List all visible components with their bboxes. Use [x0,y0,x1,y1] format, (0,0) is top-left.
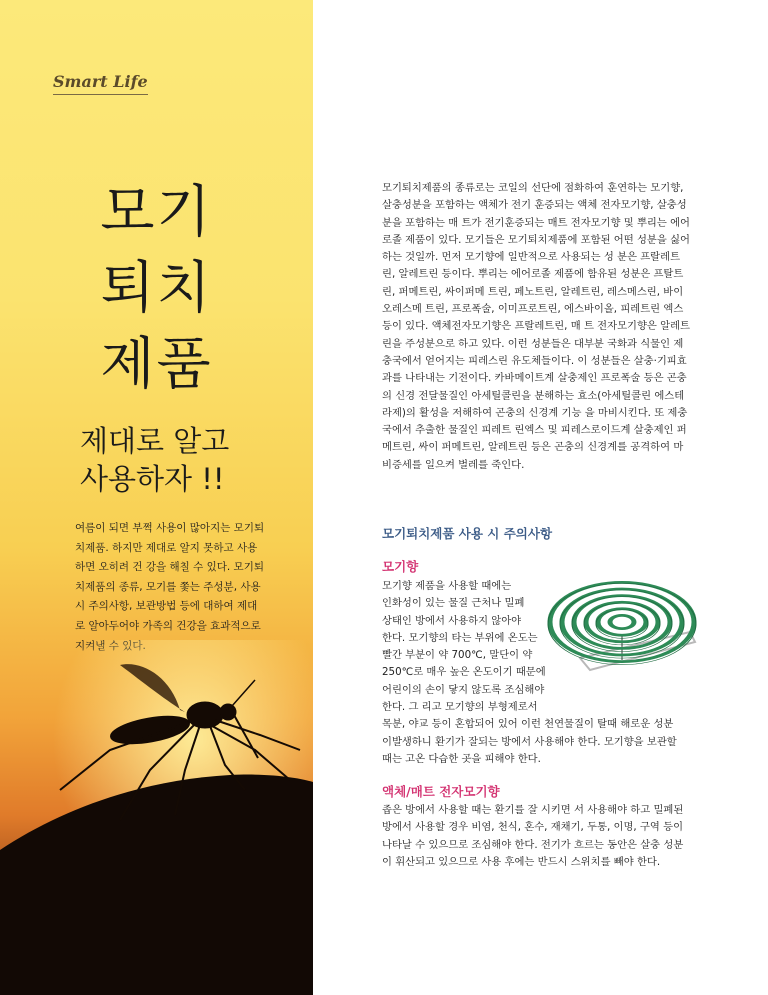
page-subtitle [80,422,229,498]
coil-line-2: 인화성이 있는 물질 근처나 밀폐 [382,597,525,610]
mosquito-silhouette-icon [0,640,313,995]
title-line-1: 모기 [100,180,213,245]
mat-paragraph: 좁은 방에서 사용할 때는 환기를 잘 시키면 서 사용해야 하고 밀폐된 방에서 사용할 경우 비염, 천식, 혼수, 재채기, 두통, 이명, 구역 등이 나타날 수 있으므로 조심해야 한다. 전기가 흐르는 동안은 살충 성분이 휘산되고 있으므로 사용 후에는 반드시 스위치를 빼야 한다. [382,804,684,868]
main-paragraph: 모기퇴치제품의 종류로는 코일의 선단에 점화하여 훈연하는 모기향, 살충성분을 포함하는 액체가 전기 훈증되는 액체 전자모기향, 살충성분을 포함하는 매 트가 전기훈증되는 매트 전자모기향 및 뿌리는 에어 로졸 제품이 있다. 모기들은 모기퇴치제품에 포함된 어떤 성분을 싫어 하는 것일까. 먼저 모기향에 일반적으로 사용되는 성 분은 프랄레트린, 알레트린 등이다. 뿌리는 에어로졸 제품에 함유된 성분은 프탈트린, 퍼메트린, 싸이퍼메 트린, 페노트린, 알레트린, 레스메스린, 바이오레스메 트린, 프로폭술, 이미프로트린, 에스바이올, 피레트린 엑스 등이 있다. 액체전자모기향은 프랄레트린, 매 트 전자모기향은 알레트린을 주성분으로 하고 있다. 이런 성분들은 대부분 국화과 식물인 제충국에서 얻어지는 피레스린 유도체들이다. 이 성분들은 살충·기피효과를 나타내는 기전이다. 카바메이트계 살충제인 프로폭술 등은 곤충의 신경 전달물질인 아세틸콜린을 분해하는 효소(아세틸콜린 에스테라제)의 활성을 저해하여 곤충의 신경계 기능 을 마비시킨다. 또 제충국에서 추출한 물질인 피레트 린엑스 및 피레스로이드계 살충제인 퍼메트린, 싸이 퍼메트린, 알레트린 등은 곤충의 신경계를 공격하여 마비증세를 일으켜 벌레를 죽인다. [382,182,690,471]
title-line-2: 퇴치 [100,256,213,321]
precautions-heading: 모기퇴치제품 사용 시 주의사항 [382,526,553,541]
coil-line-6: 250℃로 매우 높은 온도이기 때문에 [382,666,546,679]
coil-heading: 모기향 [382,559,419,574]
brand-label: Smart Life [53,72,148,95]
mat-heading: 액체/매트 전자모기향 [382,784,500,799]
left-yellow-panel [0,0,313,995]
intro-paragraph: 여름이 되면 부쩍 사용이 많아지는 모기퇴치제품. 하지만 제대로 알지 못하고 사용하면 오히려 건 강을 해칠 수 있다. 모기퇴치제품의 종류, 모기를 쫓는 주성분, 사용 시 주의사항, 보관방법 등에 대하여 제대로 알아두어야 가족의 건강을 효과적으로 [75,522,265,632]
coil-line-4: 한다. 모기향의 타는 부위에 온도는 [382,631,538,644]
coil-line-7: 어린이의 손이 닿지 않도록 조심해야 [382,683,545,696]
subtitle-line-1: 제대로 알고 [80,424,230,458]
coil-line-8: 한다. 그 리고 모기향의 부형제로서 [382,701,538,714]
coil-line-5: 빨간 부분이 약 700℃, 말단이 약 [382,649,533,662]
subtitle-line-2: 사용하자 !! [80,462,225,496]
coil-line-3: 상태인 방에서 사용하지 않아야 [382,614,522,627]
title-line-3: 제품 [100,332,213,397]
mosquito-coil-icon [540,570,705,680]
coil-text-rest: 목분, 야교 등이 혼합되어 있어 이런 천연물질이 탈때 해로운 성분이발생하니 환기가 잘되는 방에서 사용해야 한다. 모기향을 보관할 때는 고온 다습한 곳을 피해야 한다. [382,718,677,765]
coil-line-1: 모기향 제품을 사용할 때에는 [382,580,512,592]
page-title [0,175,313,403]
